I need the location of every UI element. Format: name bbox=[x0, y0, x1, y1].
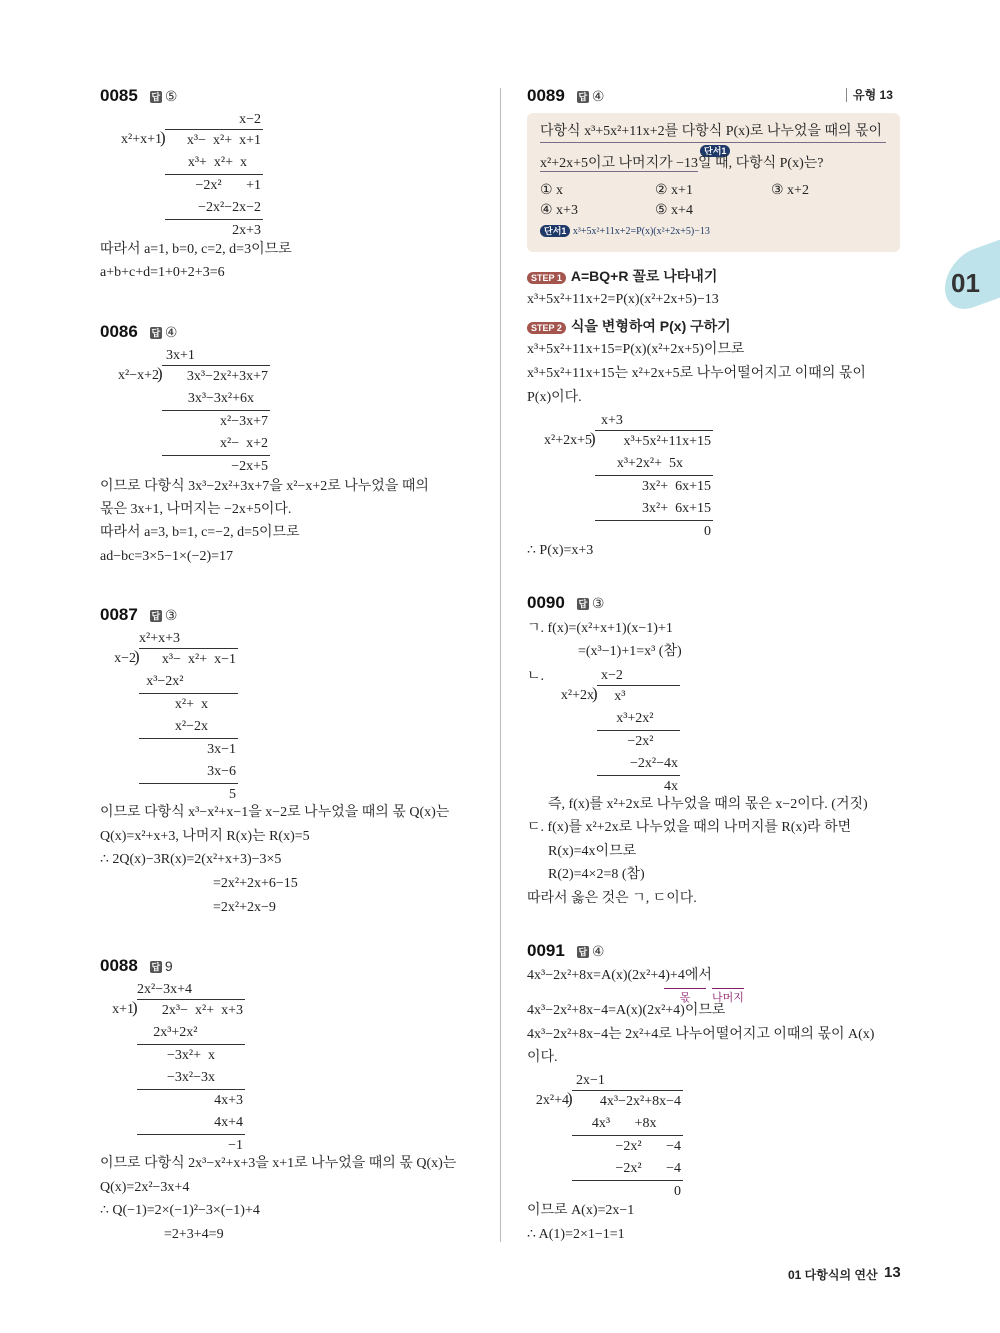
solution-text: 4x³−2x²+8x−4는 2x²+4로 나누어떨어지고 이때의 몫이 A(x) bbox=[527, 1027, 875, 1042]
step-2-heading: STEP 2 식을 변형하여 P(x) 구하기 bbox=[527, 316, 731, 336]
conclusion: 따라서 옳은 것은 ㄱ, ㄷ이다. bbox=[527, 891, 697, 906]
solution-text: 따라서 a=3, b=1, c=−2, d=5이므로 bbox=[100, 525, 300, 540]
remainder-label: 나머지 bbox=[712, 988, 744, 1005]
problem-header-0091: 0091 답 ④ bbox=[527, 941, 605, 960]
problem-text: x²+2x+5이고 나머지가 −13일 때, 다항식 P(x)는? bbox=[540, 156, 824, 171]
solution-text: P(x)이다. bbox=[527, 390, 582, 405]
item-c: R(2)=4×2=8 (참) bbox=[548, 867, 645, 882]
solution-text: x³+5x²+11x+2=P(x)(x²+2x+5)−13 bbox=[527, 292, 719, 307]
solution-text: 이므로 A(x)=2x−1 bbox=[527, 1203, 635, 1218]
solution-text: x³+5x²+11x+15=P(x)(x²+2x+5)이므로 bbox=[527, 342, 745, 357]
solution-text: 4x³−2x²+8x−4=A(x)(2x²+4)이므로 bbox=[527, 1003, 726, 1018]
column-divider bbox=[500, 88, 501, 1242]
solution-text: ad−bc=3×5−1×(−2)=17 bbox=[100, 549, 234, 564]
long-division-0087: x−2 x²+x+3 ) x³− x²+ x−1 x³−2x² x²+ x x²−2x 3x−1 3x−6 5 bbox=[139, 630, 238, 806]
long-division-0089: x²+2x+5 x+3 ) x³+5x²+11x+15 x³+2x²+ 5x 3x²+ 6x+15 3x²+ 6x+15 0 bbox=[595, 412, 713, 543]
item-a: ㄱ. f(x)=(x²+x+1)(x−1)+1 bbox=[527, 621, 673, 636]
footer-chapter: 01 다항식의 연산 bbox=[788, 1268, 878, 1282]
solution-text: =2+3+4=9 bbox=[164, 1227, 224, 1242]
choice-1[interactable]: ① x bbox=[540, 183, 564, 198]
item-b-label: ㄴ. bbox=[527, 669, 545, 684]
quotient-label: 몫 bbox=[664, 988, 706, 1005]
item-a: =(x³−1)+1=x³ (참) bbox=[578, 644, 682, 659]
solution-text: ∴ Q(−1)=2×(−1)²−3×(−1)+4 bbox=[100, 1203, 260, 1218]
solution-text: Q(x)=x²+x+3, 나머지 R(x)는 R(x)=5 bbox=[100, 829, 310, 844]
problem-header-0085: 0085 답 ⑤ bbox=[100, 86, 178, 105]
page-number: 13 bbox=[884, 1264, 901, 1281]
solution-text: 이므로 다항식 x³−x²+x−1을 x−2로 나누었을 때의 몫 Q(x)는 bbox=[100, 805, 450, 820]
long-division-0085: x²+x+1 x−2 ) x³− x²+ x+1 x³+ x²+ x −2x² +1 −2x²−2x−2 2x+3 bbox=[165, 111, 263, 242]
solution-text: 이므로 다항식 2x³−x²+x+3을 x+1로 나누었을 때의 몫 Q(x)는 bbox=[100, 1156, 457, 1171]
type-label: 유형 13 bbox=[846, 88, 893, 102]
solution-text: x³+5x²+11x+15는 x²+2x+5로 나누어떨어지고 이때의 몫이 bbox=[527, 366, 866, 381]
solution-text: 따라서 a=1, b=0, c=2, d=3이므로 bbox=[100, 242, 292, 257]
problem-header-0086: 0086 답 ④ bbox=[100, 322, 178, 341]
chapter-tab-label: 01 bbox=[951, 268, 980, 298]
solution-text: 이므로 다항식 3x³−2x²+3x+7을 x²−x+2로 나누었을 때의 bbox=[100, 479, 429, 494]
problem-header-0087: 0087 답 ③ bbox=[100, 605, 178, 624]
long-division-0091: 2x²+4 2x−1 ) 4x³−2x²+8x−4 4x³ +8x −2x² −4 −2x² −4 0 bbox=[572, 1072, 683, 1203]
clue-note: 단서1 x³+5x²+11x+2=P(x)(x²+2x+5)−13 bbox=[540, 222, 710, 242]
long-division-0086: x²−x+2 3x+1 ) 3x³−2x²+3x+7 3x³−3x²+6x x²−3x+7 x²− x+2 −2x+5 bbox=[162, 347, 270, 478]
choice-5[interactable]: ⑤ x+4 bbox=[655, 203, 693, 218]
step-1-heading: STEP 1 A=BQ+R 꼴로 나타내기 bbox=[527, 266, 717, 286]
item-c: R(x)=4x이므로 bbox=[548, 844, 637, 859]
solution-text: =2x²+2x+6−15 bbox=[213, 876, 298, 891]
conclusion: ∴ P(x)=x+3 bbox=[527, 543, 594, 558]
choice-3[interactable]: ③ x+2 bbox=[771, 183, 809, 198]
problem-header-0088: 0088 답 9 bbox=[100, 956, 173, 975]
solution-text: 4x³−2x²+8x=A(x)(2x²+4)+4에서 bbox=[527, 968, 712, 983]
solution-text: Q(x)=2x²−3x+4 bbox=[100, 1180, 190, 1195]
solution-text: ∴ 2Q(x)−3R(x)=2(x²+x+3)−3×5 bbox=[100, 852, 282, 867]
solution-text: 이다. bbox=[527, 1050, 558, 1065]
problem-text: 다항식 x³+5x²+11x+2를 다항식 P(x)로 나누었을 때의 몫이 bbox=[540, 122, 886, 143]
choice-2[interactable]: ② x+1 bbox=[655, 183, 693, 198]
item-b-text: 즉, f(x)를 x²+2x로 나누었을 때의 몫은 x−2이다. (거짓) bbox=[548, 797, 868, 812]
solution-text: 몫은 3x+1, 나머지는 −2x+5이다. bbox=[100, 502, 292, 517]
problem-header-0090: 0090 답 ③ bbox=[527, 593, 605, 612]
item-c: ㄷ. f(x)를 x²+2x로 나누었을 때의 나머지를 R(x)라 하면 bbox=[527, 820, 852, 835]
solution-text: ∴ A(1)=2×1−1=1 bbox=[527, 1227, 625, 1242]
long-division-0088: x+1 2x²−3x+4 ) 2x³− x²+ x+3 2x³+2x² −3x²+ x −3x²−3x 4x+3 4x+4 −1 bbox=[137, 981, 245, 1157]
solution-text: =2x²+2x−9 bbox=[213, 900, 276, 915]
long-division-0090: x²+2x x−2 ) x³ x³+2x² −2x² −2x²−4x 4x bbox=[597, 667, 680, 798]
choice-4[interactable]: ④ x+3 bbox=[540, 203, 578, 218]
problem-header-0089: 0089 답 ④ bbox=[527, 86, 605, 105]
solution-text: a+b+c+d=1+0+2+3=6 bbox=[100, 265, 225, 280]
clue-tag: 단서1 bbox=[700, 141, 730, 161]
